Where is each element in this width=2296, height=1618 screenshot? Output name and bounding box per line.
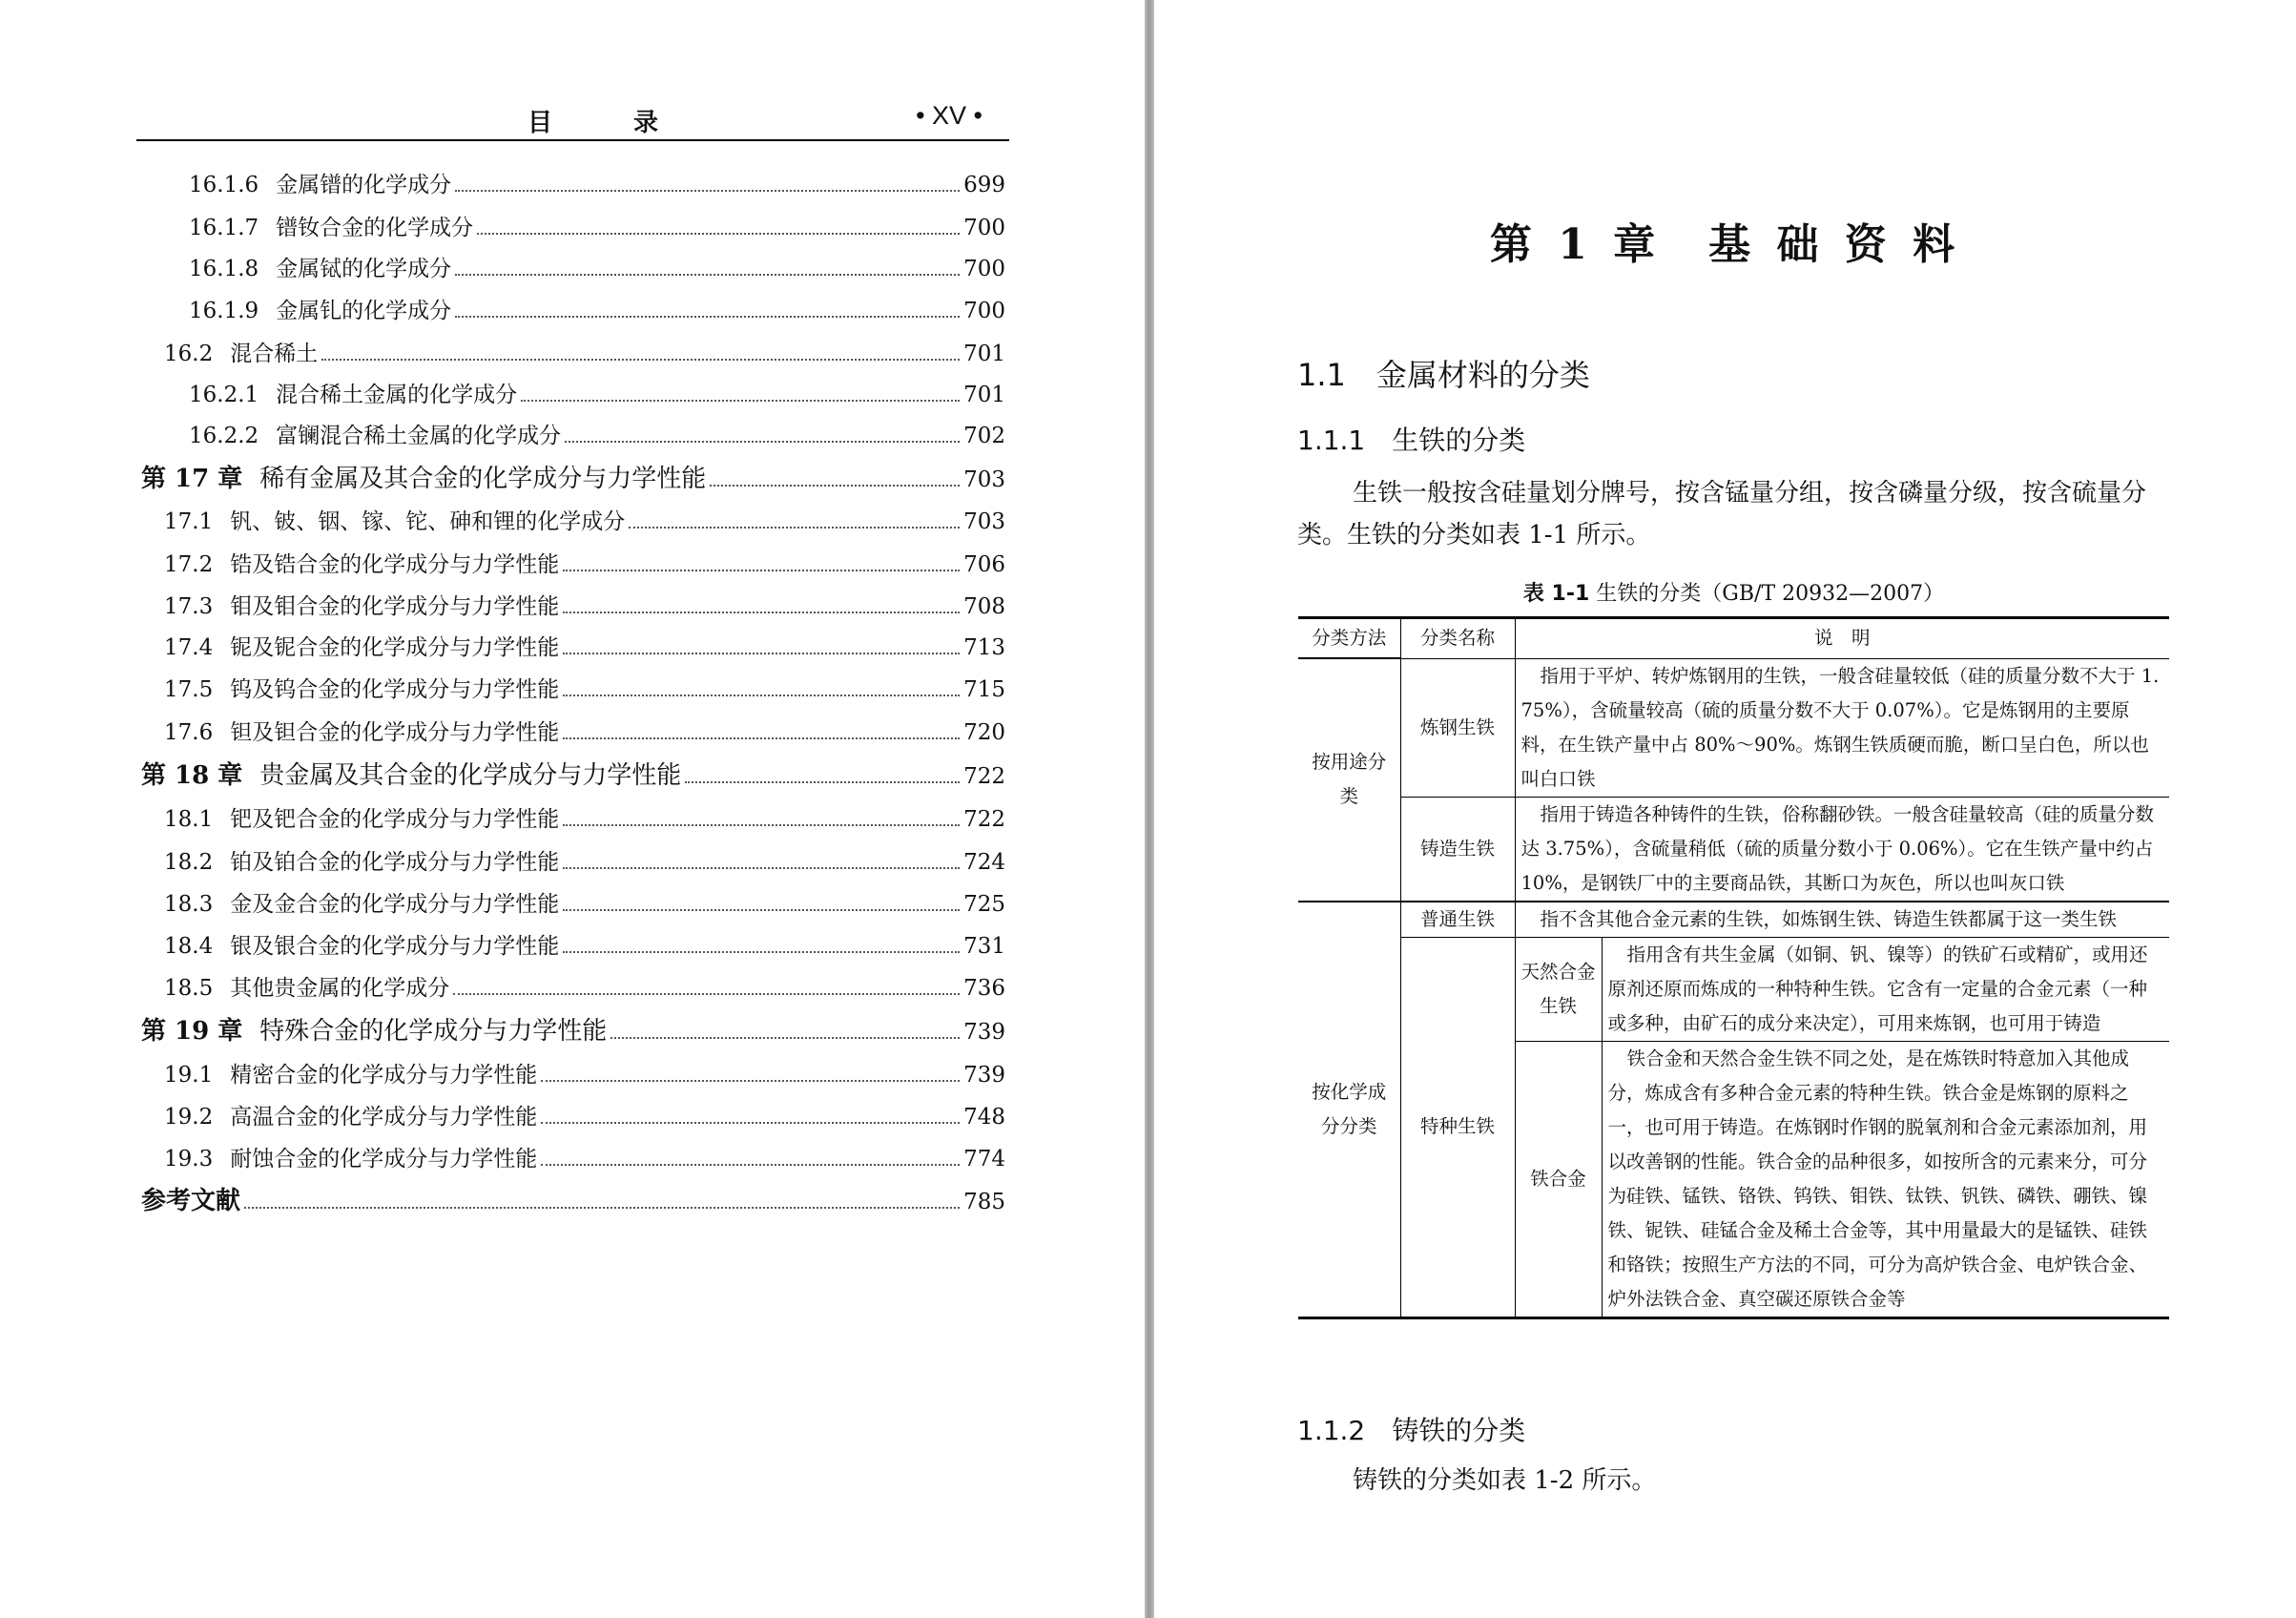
toc-leader-dots [685,781,960,783]
page-gutter [1145,0,1154,1618]
toc-entry [0,251,1145,285]
table-cell-method: 按化学成分分类 [1298,902,1400,1318]
toc-entry-title: 钼及钼合金的化学成分与力学性能 [230,594,560,619]
toc-entry-number: 17.3 [164,594,214,619]
toc-entry [0,418,1145,452]
table-cell-name: 炼钢生铁 [1400,658,1515,797]
table-cell-desc: 指用于铸造各种铸件的生铁，俗称翻砂铁。一般含硅量较高（硅的质量分数达 3.75%），含硫量稍低（硫的质量分数小于 0.06%）。它在生铁产量中约占 10%，是钢铁厂中的主要商品铁，其断口为灰色，所以也叫灰口铁 [1515,797,2169,902]
table-header-cell: 分类名称 [1400,618,1515,659]
toc-leader-dots [477,233,960,235]
toc-entry-title: 特殊合金的化学成分与力学性能 [259,1017,608,1046]
paragraph-cast-iron: 铸铁的分类如表 1-2 所示。 [1353,1466,1657,1495]
toc-entry-page: 748 [963,1105,1005,1130]
toc-leader-dots [455,274,960,276]
toc-leader-dots [563,695,960,696]
toc-list [0,0,1145,1240]
toc-entry-title: 铌及铌合金的化学成分与力学性能 [230,635,560,660]
toc-entry-page: 722 [963,807,1005,832]
toc-entry-title: 参考文献 [141,1187,241,1215]
table-row [1298,902,2169,938]
toc-entry-number: 第 17 章 [141,465,243,493]
paragraph-pig-iron: 生铁一般按含硅量划分牌号，按含锰量分组，按含磷量分级，按含硫量分类。生铁的分类如表 1-1 所示。 [1297,479,2147,550]
toc-leader-dots [563,570,960,571]
toc-entry-number: 16.2.1 [189,383,259,407]
toc-entry-title: 钒、铍、铟、镓、铊、砷和锂的化学成分 [230,509,626,534]
table-row [1298,797,2169,902]
header-page-number: • XV • [916,101,983,130]
table-cell-name: 铸造生铁 [1400,797,1515,902]
table-cell-name: 普通生铁 [1400,902,1515,938]
toc-leader-dots [521,400,960,402]
toc-entry-page: 739 [963,1063,1005,1088]
toc-entry [0,1057,1145,1091]
toc-leader-dots [453,993,960,995]
toc-entry-title: 其他贵金属的化学成分 [230,976,450,1001]
toc-entry-page: 731 [963,934,1005,959]
toc-entry [0,377,1145,411]
toc-entry [0,1181,1145,1215]
toc-leader-dots [565,441,960,443]
toc-entry-page: 703 [963,467,1005,492]
toc-entry [0,167,1145,201]
toc-entry-page: 724 [963,850,1005,875]
table-row [1298,658,2169,797]
toc-leader-dots [563,951,960,953]
toc-entry-number: 16.2 [164,342,214,366]
toc-entry-page: 706 [963,552,1005,577]
toc-entry-number: 17.4 [164,635,214,660]
toc-chapter-entry [0,756,1145,790]
toc-entry [0,630,1145,664]
header-title: 目 录 [527,109,695,137]
toc-entry [0,715,1145,749]
toc-entry-number: 16.1.8 [189,257,259,281]
toc-leader-dots [563,653,960,654]
toc-entry [0,844,1145,879]
toc-leader-dots [541,1080,960,1082]
table-pig-iron-classification [1298,616,2169,1319]
toc-entry [0,672,1145,706]
toc-entry-title: 精密合金的化学成分与力学性能 [230,1063,538,1088]
toc-leader-dots [541,1122,960,1124]
table-cell-desc: 指用含有共生金属（如铜、钒、镍等）的铁矿石或精矿，或用还原剂还原而炼成的一种特种生铁。它含有一定量的合金元素（一种或多种，由矿石的成分来决定），可用来炼钢，也可用于铸造 [1602,937,2169,1041]
toc-entry-number: 19.1 [164,1063,214,1088]
toc-entry-title: 金属钆的化学成分 [276,299,452,323]
toc-entry-number: 16.2.2 [189,424,259,448]
toc-entry-number: 16.1.9 [189,299,259,323]
toc-entry-title: 富镧混合稀土金属的化学成分 [276,424,562,448]
section-heading-1-1-1: 1.1.1 生铁的分类 [1297,425,1526,456]
table-row [1298,937,2169,1041]
toc-entry-page: 720 [963,720,1005,745]
toc-entry-number: 第 19 章 [141,1017,243,1046]
toc-entry-title: 银及银合金的化学成分与力学性能 [230,934,560,959]
table-caption-text: 生铁的分类（GB/T 20932—2007） [1596,582,1945,606]
toc-entry-number: 18.1 [164,807,214,832]
toc-leader-dots [563,612,960,613]
toc-entry-number: 19.3 [164,1147,214,1172]
table-cell-name: 特种生铁 [1400,937,1515,1317]
table-cell-desc: 指用于平炉、转炉炼钢用的生铁，一般含硅量较低（硅的质量分数不大于 1.75%），含硫量较高（硫的质量分数不大于 0.07%）。它是炼钢用的主要原料，在生铁产量中占 80%～90%。炼钢生铁质硬而脆，断口呈白色，所以也叫白口铁 [1515,658,2169,797]
toc-entry-title: 钨及钨合金的化学成分与力学性能 [230,677,560,702]
toc-entry [0,1099,1145,1133]
toc-leader-dots [563,737,960,739]
toc-page [0,0,1145,1618]
table-cell-subname: 天然合金生铁 [1515,937,1602,1041]
toc-entry-page: 725 [963,892,1005,917]
toc-leader-dots [321,359,960,361]
toc-leader-dots [455,316,960,318]
toc-entry-title: 钽及钽合金的化学成分与力学性能 [230,720,560,745]
table-caption [1297,577,2170,607]
toc-entry-page: 722 [963,764,1005,789]
toc-entry [0,928,1145,963]
toc-entry-number: 17.6 [164,720,214,745]
toc-entry-title: 镨钕合金的化学成分 [276,216,474,240]
section-heading-1-1: 1.1 金属材料的分类 [1297,357,1590,393]
table-cell-desc: 指不含其他合金元素的生铁，如炼钢生铁、铸造生铁都属于这一类生铁 [1515,902,2169,938]
toc-entry-title: 锆及锆合金的化学成分与力学性能 [230,552,560,577]
toc-entry-title: 贵金属及其合金的化学成分与力学性能 [259,761,682,790]
toc-entry-page: 702 [963,424,1005,448]
toc-chapter-entry [0,1011,1145,1046]
toc-entry-title: 混合稀土金属的化学成分 [276,383,518,407]
toc-leader-dots [541,1164,960,1166]
toc-entry [0,970,1145,1005]
toc-entry-title: 金及金合金的化学成分与力学性能 [230,892,560,917]
toc-leader-dots [629,527,960,529]
toc-entry-number: 18.2 [164,850,214,875]
chapter-title: 第 1 章 基 础 资 料 [1489,220,1961,269]
toc-entry [0,1141,1145,1175]
table-cell-method: 按用途分类 [1298,658,1400,902]
toc-entry-page: 739 [963,1020,1005,1045]
toc-entry [0,336,1145,370]
toc-entry-number: 17.1 [164,509,214,534]
toc-entry-number: 17.5 [164,677,214,702]
toc-entry-title: 金属镨的化学成分 [276,173,452,197]
toc-entry-title: 混合稀土 [230,342,319,366]
toc-entry [0,589,1145,623]
toc-entry-page: 701 [963,342,1005,366]
toc-leader-dots [244,1207,960,1209]
toc-entry-number: 16.1.6 [189,173,259,197]
toc-entry-number: 18.4 [164,934,214,959]
toc-entry [0,504,1145,538]
toc-entry-page: 715 [963,677,1005,702]
toc-entry-number: 18.5 [164,976,214,1001]
toc-entry-number: 18.3 [164,892,214,917]
table-cell-desc: 铁合金和天然合金生铁不同之处，是在炼铁时特意加入其他成分，炼成含有多种合金元素的特种生铁。铁合金是炼钢的原料之一，也可用于铸造。在炼钢时作钢的脱氧剂和合金元素添加剂，用以改善钢的性能。铁合金的品种很多，如按所含的元素来分，可分为硅铁、锰铁、铬铁、钨铁、钼铁、钛铁、钒铁、磷铁、硼铁、镍铁、铌铁、硅锰合金及稀土合金等，其中用量最大的是锰铁、硅铁和铬铁；按照生产方法的不同，可分为高炉铁合金、电炉铁合金、炉外法铁合金、真空碳还原铁合金等 [1602,1041,2169,1317]
toc-entry-page: 774 [963,1147,1005,1172]
section-heading-1-1-2: 1.1.2 铸铁的分类 [1297,1415,1526,1446]
toc-leader-dots [610,1037,960,1039]
toc-entry-title: 稀有金属及其合金的化学成分与力学性能 [259,465,707,493]
toc-entry-title: 高温合金的化学成分与力学性能 [230,1105,538,1130]
toc-entry-page: 736 [963,976,1005,1001]
toc-chapter-entry [0,459,1145,493]
toc-entry-page: 701 [963,383,1005,407]
toc-entry-page: 713 [963,635,1005,660]
toc-entry-title: 耐蚀合金的化学成分与力学性能 [230,1147,538,1172]
toc-entry-number: 17.2 [164,552,214,577]
toc-entry-number: 16.1.7 [189,216,259,240]
table-header-row [1298,618,2169,659]
toc-entry-page: 703 [963,509,1005,534]
toc-entry [0,801,1145,836]
toc-leader-dots [455,190,960,192]
toc-entry [0,293,1145,327]
chapter-page [1154,0,2296,1618]
toc-entry [0,886,1145,921]
toc-entry [0,210,1145,244]
table-cell-subname: 铁合金 [1515,1041,1602,1317]
toc-entry-number: 第 18 章 [141,761,243,790]
toc-leader-dots [563,824,960,826]
toc-entry-page: 700 [963,257,1005,281]
toc-entry-title: 钯及钯合金的化学成分与力学性能 [230,807,560,832]
table-header-cell: 说 明 [1515,618,2169,659]
toc-entry [0,547,1145,581]
table-header-cell: 分类方法 [1298,618,1400,659]
toc-entry-page: 708 [963,594,1005,619]
toc-entry-title: 铂及铂合金的化学成分与力学性能 [230,850,560,875]
table-caption-number: 表 1-1 [1522,582,1590,606]
toc-entry-page: 700 [963,299,1005,323]
toc-leader-dots [710,485,960,487]
toc-entry-page: 785 [963,1190,1005,1214]
toc-entry-title: 金属铽的化学成分 [276,257,452,281]
toc-leader-dots [563,909,960,911]
toc-leader-dots [563,867,960,869]
toc-entry-page: 700 [963,216,1005,240]
toc-entry-page: 699 [963,173,1005,197]
toc-entry-number: 19.2 [164,1105,214,1130]
